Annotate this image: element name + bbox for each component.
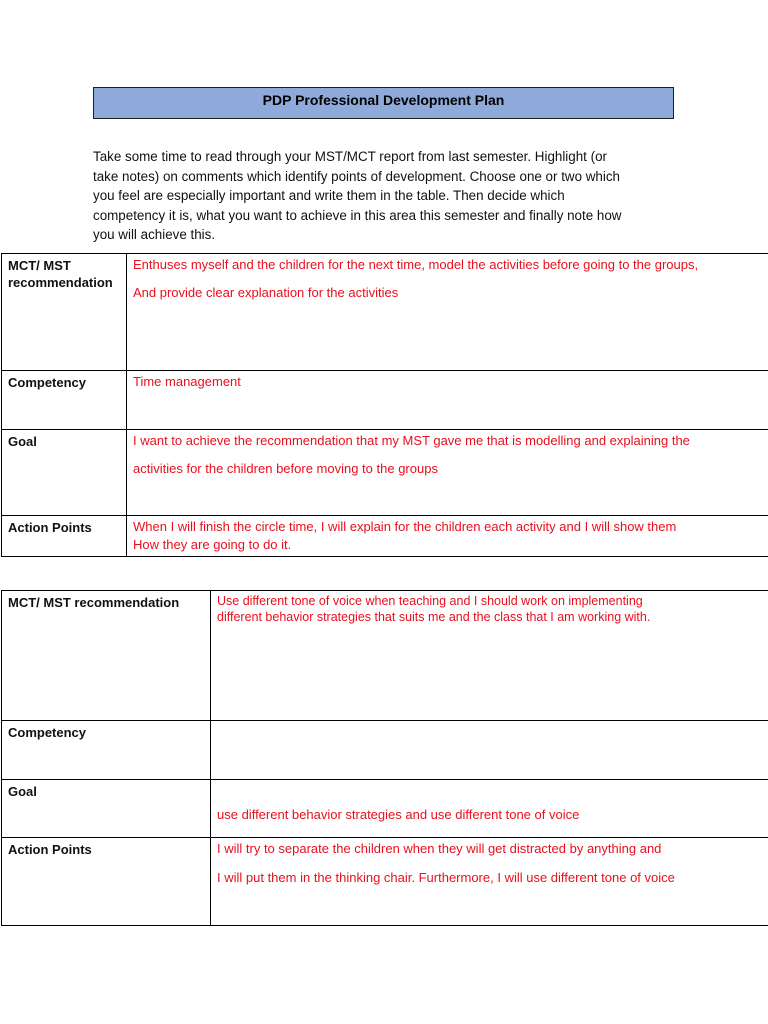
goal-text-line: I want to achieve the recommendation that my MST gave me that is modelling and explaining the bbox=[133, 433, 690, 448]
competency-row bbox=[2, 721, 768, 780]
recommendation-label: MCT/ MST recommendation bbox=[2, 591, 211, 721]
recommendation-value[interactable] bbox=[211, 591, 768, 721]
recommendation-value[interactable] bbox=[127, 254, 768, 371]
action-points-row bbox=[2, 516, 768, 557]
instructions-line: take notes) on comments which identify points of development. Choose one or two which bbox=[93, 168, 620, 184]
recommendation-text-line: Enthuses myself and the children for the next time, model the activities before going to the groups, bbox=[133, 257, 699, 272]
instructions-paragraph bbox=[93, 147, 675, 245]
action-points-text-line: How they are going to do it. bbox=[133, 537, 292, 552]
competency-label: Competency bbox=[2, 371, 127, 430]
instructions-line: you will achieve this. bbox=[93, 227, 216, 243]
recommendation-row bbox=[2, 254, 768, 371]
competency-row bbox=[2, 371, 768, 430]
instructions-line: competency it is, what you want to achieve in this area this semester and finally note how bbox=[93, 207, 622, 223]
action-points-text-line: I will try to separate the children when they will get distracted by anything and bbox=[217, 841, 662, 856]
recommendation-label-line: MCT/ MST bbox=[8, 258, 71, 273]
action-points-label: Action Points bbox=[2, 838, 211, 926]
goal-text-line: activities for the children before moving to the groups bbox=[133, 461, 438, 476]
recommendation-text-line: Use different tone of voice when teaching and I should work on implementing bbox=[217, 594, 643, 608]
plan-title: PDP Professional Development Plan bbox=[262, 92, 505, 108]
action-points-row bbox=[2, 838, 768, 926]
action-points-text-line: When I will finish the circle time, I will explain for the children each activity and I will show them bbox=[133, 519, 677, 534]
action-points-value[interactable] bbox=[127, 516, 768, 557]
goal-row bbox=[2, 430, 768, 516]
recommendation-text-line: And provide clear explanation for the activities bbox=[133, 285, 399, 300]
goal-row bbox=[2, 780, 768, 838]
plan-table-1 bbox=[1, 253, 768, 557]
recommendation-text-line: different behavior strategies that suits me and the class that I am working with. bbox=[217, 610, 651, 624]
competency-value[interactable]: Time management bbox=[127, 371, 768, 430]
goal-label: Goal bbox=[2, 780, 211, 838]
goal-value[interactable] bbox=[127, 430, 768, 516]
action-points-text-line: I will put them in the thinking chair. Furthermore, I will use different tone of voice bbox=[217, 870, 675, 885]
recommendation-row bbox=[2, 591, 768, 721]
plan-title-banner bbox=[93, 87, 674, 119]
goal-label: Goal bbox=[2, 430, 127, 516]
action-points-value[interactable] bbox=[211, 838, 768, 926]
action-points-label: Action Points bbox=[2, 516, 127, 557]
competency-label: Competency bbox=[2, 721, 211, 780]
goal-value[interactable]: use different behavior strategies and use different tone of voice bbox=[211, 780, 768, 838]
competency-value[interactable] bbox=[211, 721, 768, 780]
plan-table-2 bbox=[1, 590, 768, 926]
instructions-line: Take some time to read through your MST/MCT report from last semester. Highlight (or bbox=[93, 149, 607, 164]
recommendation-label-line: recommendation bbox=[8, 275, 113, 290]
recommendation-label bbox=[2, 254, 127, 371]
instructions-line: you feel are especially important and write them in the table. Then decide which bbox=[93, 188, 565, 204]
